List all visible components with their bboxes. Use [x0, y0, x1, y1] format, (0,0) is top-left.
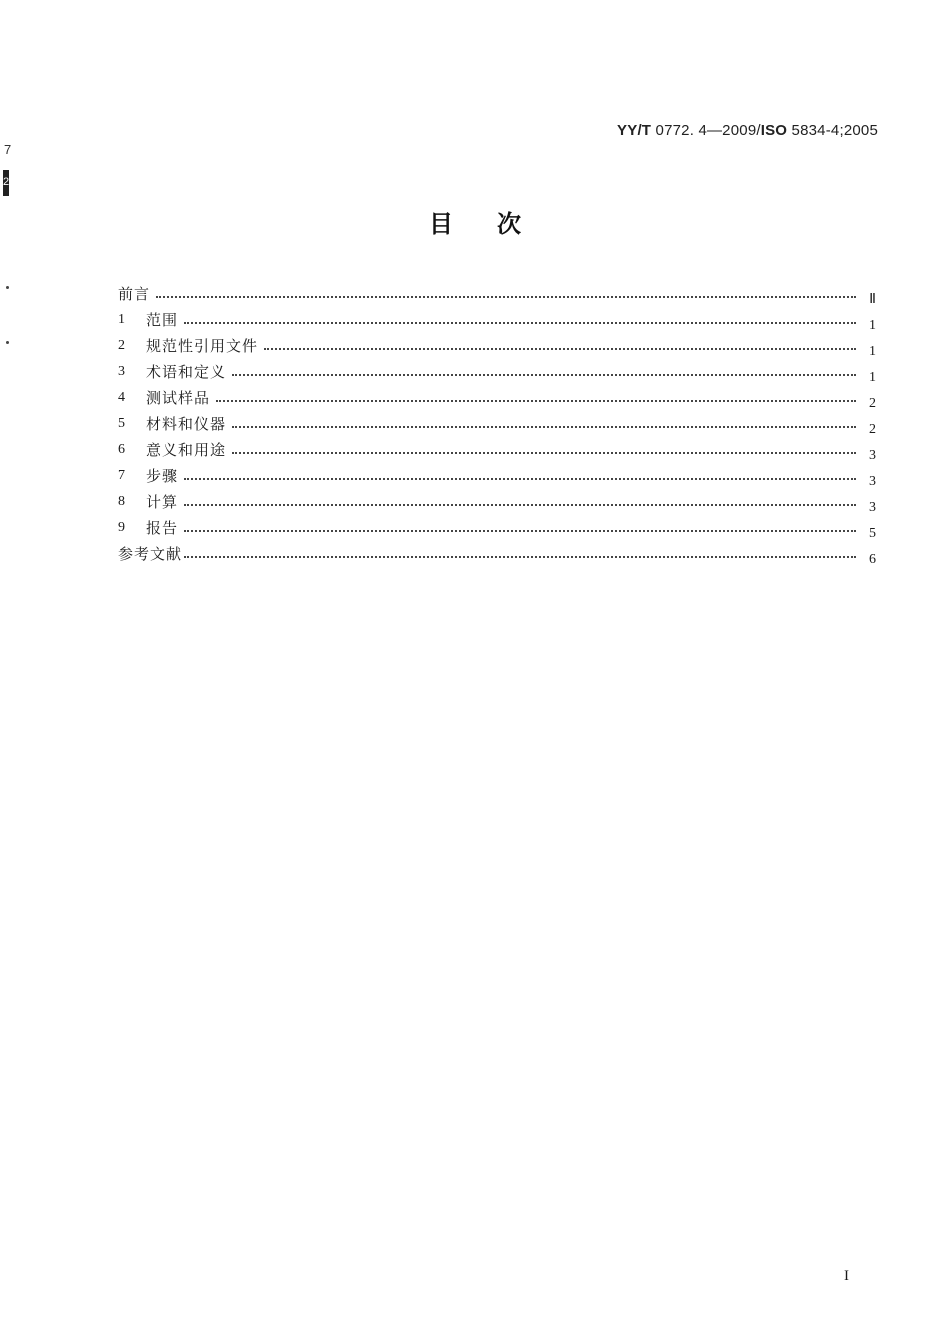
margin-mark-2: 2	[3, 176, 10, 188]
toc-entry-page: 1	[869, 370, 876, 385]
toc-entry-1[interactable]	[118, 304, 876, 333]
toc-leader-dots	[232, 426, 856, 428]
scan-speck	[6, 286, 9, 289]
toc-entry-7[interactable]	[118, 460, 876, 489]
toc-entry-bibliography[interactable]	[118, 538, 876, 567]
toc-leader-dots	[184, 322, 856, 324]
toc-leader-dots	[184, 556, 856, 558]
standard-code-iso: ISO	[760, 122, 788, 139]
toc-entry-label: 意义和用途	[146, 441, 227, 459]
toc-leader-dots	[184, 504, 856, 506]
toc-entry-number: 9	[118, 520, 125, 535]
toc-entry-label: 测试样品	[146, 389, 211, 407]
toc-entry-label: 材料和仪器	[146, 415, 227, 433]
toc-entry-8[interactable]	[118, 486, 876, 515]
toc-entry-number: 6	[118, 442, 125, 457]
toc-entry-6[interactable]	[118, 434, 876, 463]
toc-entry-page: 2	[869, 422, 876, 437]
toc-entry-number: 2	[118, 338, 125, 353]
toc-entry-number: 7	[118, 468, 125, 483]
toc-entry-label: 报告	[146, 519, 179, 537]
toc-entry-page: 5	[869, 526, 876, 541]
toc-leader-dots	[184, 530, 856, 532]
toc-entry-number: 5	[118, 416, 125, 431]
toc-entry-3[interactable]	[118, 356, 876, 385]
toc-entry-page: Ⅱ	[869, 292, 876, 307]
toc-entry-label: 前言	[118, 285, 151, 303]
toc-entry-number: 3	[118, 364, 125, 379]
toc-entry-label: 计算	[146, 493, 179, 511]
toc-entry-label: 范围	[146, 311, 179, 329]
toc-entry-2[interactable]	[118, 330, 876, 359]
toc-entry-9[interactable]	[118, 512, 876, 541]
toc-entry-4[interactable]	[118, 382, 876, 411]
toc-entry-label: 参考文献	[118, 545, 183, 563]
table-of-contents	[118, 278, 876, 567]
toc-entry-5[interactable]	[118, 408, 876, 437]
standard-code-iso-number: 5834-4;2005	[787, 122, 878, 139]
toc-entry-number: 1	[118, 312, 125, 327]
toc-entry-page: 2	[869, 396, 876, 411]
toc-entry-page: 6	[869, 552, 876, 567]
toc-entry-page: 1	[869, 318, 876, 333]
page-number: I	[844, 1268, 849, 1284]
toc-entry-page: 3	[869, 474, 876, 489]
toc-entry-label: 步骤	[146, 467, 179, 485]
standard-code-number: 0772. 4—2009/	[651, 122, 761, 139]
toc-entry-page: 3	[869, 448, 876, 463]
toc-leader-dots	[264, 348, 856, 350]
standard-code	[617, 122, 878, 139]
toc-entry-number: 4	[118, 390, 125, 405]
toc-entry-number: 8	[118, 494, 125, 509]
toc-entry-page: 1	[869, 344, 876, 359]
page-title: 目次	[429, 210, 565, 238]
toc-leader-dots	[156, 296, 856, 298]
toc-leader-dots	[232, 452, 856, 454]
toc-leader-dots	[216, 400, 856, 402]
toc-entry-foreword[interactable]	[118, 278, 876, 307]
toc-leader-dots	[232, 374, 856, 376]
scan-speck	[6, 341, 9, 344]
toc-entry-label: 术语和定义	[146, 363, 227, 381]
toc-leader-dots	[184, 478, 856, 480]
margin-mark-7: 7	[4, 142, 12, 157]
toc-entry-label: 规范性引用文件	[146, 337, 259, 355]
standard-code-prefix: YY/T	[617, 122, 652, 139]
toc-entry-page: 3	[869, 500, 876, 515]
